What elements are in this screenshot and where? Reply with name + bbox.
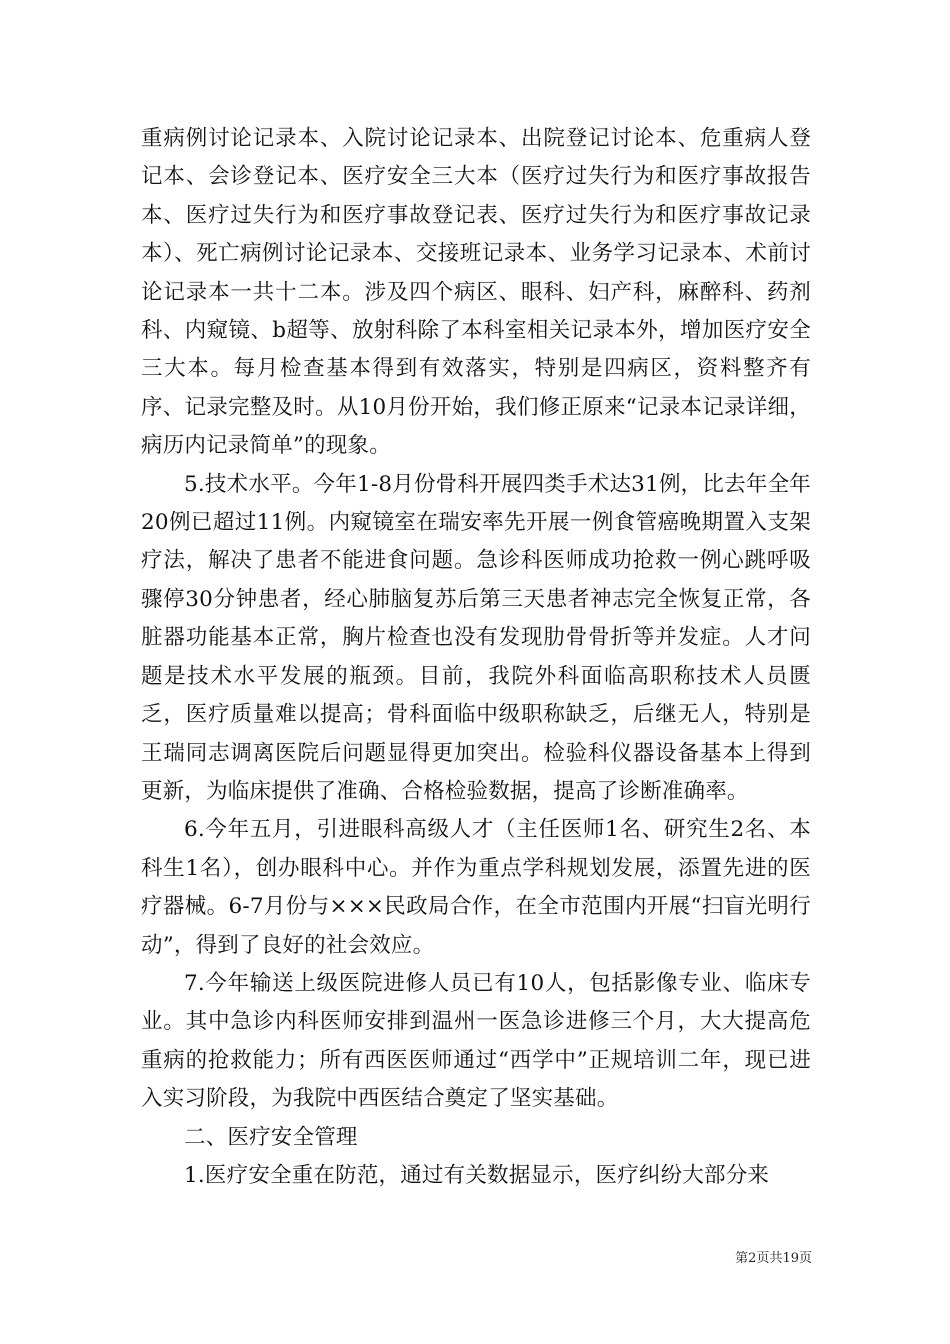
document-body [141,120,811,1195]
section-heading-medical-safety: 二、医疗安全管理 [184,1124,358,1150]
paragraph-record-books: 重病例讨论记录本、入院讨论记录本、出院登记讨论本、危重病人登记本、会诊登记本、医疗安全三大本（医疗过失行为和医疗事故报告本、医疗过失行为和医疗事故登记表、医疗过失行为和医疗事故记录本）、死亡病例讨论记录本、交接班记录本、业务学习记录本、术前讨论记录本一共十二本。涉及四个病区、眼科、妇产科，麻醉科、药剂科、内窥镜、b超等、放射科除了本科室相关记录本外，增加医疗安全三大本。每月检查基本得到有效落实，特别是四病区，资料整齐有序、记录完整及时。从10月份开始，我们修正原来“记录本记录详细，病历内记录简单”的现象。 [141,126,811,459]
paragraph-technical-level: 5.技术水平。今年1-8月份骨科开展四类手术达31例，比去年全年20例已超过11例。内窥镜室在瑞安率先开展一例食管癌晚期置入支架疗法，解决了患者不能进食问题。急诊科医师成功抢救一例心跳呼吸骤停30分钟患者，经心肺脑复苏后第三天患者神志完全恢复正常，各脏器功能基本正常，胸片检查也没有发现肋骨骨折等并发症。人才问题是技术水平发展的瓶颈。目前，我院外科面临高职称技术人员匮乏，医疗质量难以提高；骨科面临中级职称缺乏，后继无人，特别是王瑞同志调离医院后问题显得更加突出。检验科仪器设备基本上得到更新，为临床提供了准确、合格检验数据，提高了诊断准确率。 [141,471,811,804]
paragraph-training: 7.今年输送上级医院进修人员已有10人，包括影像专业、临床专业。其中急诊内科医师安排到温州一医急诊进修三个月，大大提高危重病的抢救能力；所有西医医师通过“西学中”正规培训二年，现已进入实习阶段，为我院中西医结合奠定了坚实基础。 [141,970,811,1112]
paragraph-ophthalmology: 6.今年五月，引进眼科高级人才（主任医师1名、研究生2名、本科生1名），创办眼科中心。并作为重点学科规划发展，添置先进的医疗器械。6-7月份与×××民政局合作，在全市范围内开展“扫盲光明行动”，得到了良好的社会效应。 [141,817,811,958]
paragraph-safety-prevention: 1.医疗安全重在防范，通过有关数据显示，医疗纠纷大部分来 [184,1162,770,1188]
page-number-footer: 第2页共19页 [735,1251,812,1266]
